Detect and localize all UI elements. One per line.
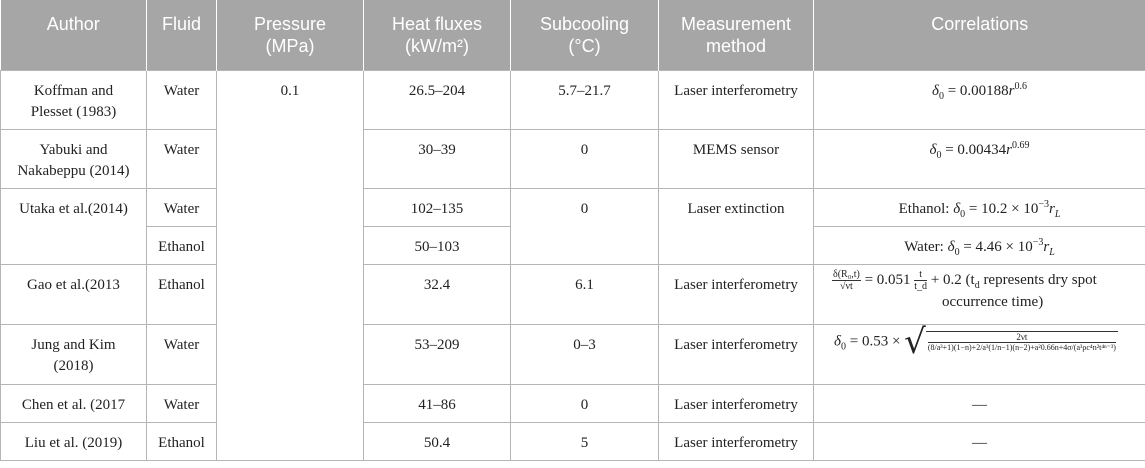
cell-heat-flux: 50.4 bbox=[364, 422, 511, 460]
cell-correlation: $\delta_0 = 0.00434r^{0.69}$ bbox=[814, 129, 1145, 188]
header-author: Author bbox=[1, 0, 147, 70]
cell-fluid: Ethanol bbox=[147, 226, 217, 264]
header-heat-fluxes: Heat fluxes (kW/m²) bbox=[364, 0, 511, 70]
cell-fluid: Water bbox=[147, 70, 217, 129]
cell-correlation: $\delta_0 = 0.00188r^{0.6}$ bbox=[814, 70, 1145, 129]
header-fluid: Fluid bbox=[147, 0, 217, 70]
cell-method: MEMS sensor bbox=[659, 129, 814, 188]
cell-author: Gao et al.(2013 bbox=[1, 264, 147, 324]
cell-correlation: — bbox=[814, 384, 1145, 422]
cell-heat-flux: 26.5–204 bbox=[364, 70, 511, 129]
cell-heat-flux: 30–39 bbox=[364, 129, 511, 188]
header-pressure: Pressure (MPa) bbox=[217, 0, 364, 70]
cell-heat-flux: 41–86 bbox=[364, 384, 511, 422]
cell-author: Utaka et al.(2014) bbox=[1, 188, 147, 264]
header-subcooling: Subcooling (°C) bbox=[511, 0, 659, 70]
cell-author: Koffman and Plesset (1983) bbox=[1, 70, 147, 129]
cell-fluid: Ethanol bbox=[147, 264, 217, 324]
cell-correlation: $\frac{\text{δ(R₀,t)}}{√\nu t}$ = 0.051 $\frac{t}{t\_d}$ + 0.2 ($t_d$ represents dry spot occurrence time) bbox=[814, 264, 1145, 324]
fraction: $\frac{\text{δ(R₀,t)}}{√\nu t}$ bbox=[833, 268, 860, 292]
cell-heat-flux: 102–135 bbox=[364, 188, 511, 226]
sqrt-expression: $\frac{2\nu t}{\text{(8/a³+1)(1−n)+2/a³(1/n−1)(n−2)+a²0.66n+4σ/(a³ρc⁴n²t⁴ⁿ⁻³)}}$ bbox=[927, 331, 1116, 352]
header-measurement-method: Measurement method bbox=[659, 0, 814, 70]
cell-method: Laser interferometry bbox=[659, 70, 814, 129]
table-row bbox=[1, 264, 1145, 324]
table-row bbox=[1, 324, 1145, 384]
cell-subcooling: 0 bbox=[511, 384, 659, 422]
cell-author: Yabuki and Nakabeppu (2014) bbox=[1, 129, 147, 188]
cell-author: Jung and Kim (2018) bbox=[1, 324, 147, 384]
cell-correlation: — bbox=[814, 422, 1145, 460]
header-row bbox=[1, 0, 1145, 70]
cell-method: Laser interferometry bbox=[659, 384, 814, 422]
cell-author: Chen et al. (2017 bbox=[1, 384, 147, 422]
cell-method: Laser interferometry bbox=[659, 264, 814, 324]
cell-subcooling: 0–3 bbox=[511, 324, 659, 384]
cell-correlation: Ethanol: $\delta_0 = 10.2 \times 10^{-3}r_L$ bbox=[814, 188, 1145, 226]
cell-heat-flux: 32.4 bbox=[364, 264, 511, 324]
cell-subcooling: 0 bbox=[511, 129, 659, 188]
cell-method: Laser interferometry bbox=[659, 324, 814, 384]
sqrt-sign: √ bbox=[904, 321, 926, 362]
cell-correlation: Water: $\delta_0 = 4.46 \times 10^{-3}r_L$ bbox=[814, 226, 1145, 264]
cell-method: Laser interferometry bbox=[659, 422, 814, 460]
cell-pressure: 0.1 bbox=[217, 70, 364, 460]
table-row bbox=[1, 188, 1145, 226]
table-row bbox=[1, 422, 1145, 460]
cell-author: Liu et al. (2019) bbox=[1, 422, 147, 460]
cell-heat-flux: 53–209 bbox=[364, 324, 511, 384]
table-row bbox=[1, 70, 1145, 129]
fraction: $\frac{t}{t\_d}$ bbox=[914, 268, 928, 292]
header-correlations: Correlations bbox=[814, 0, 1145, 70]
cell-method: Laser extinction bbox=[659, 188, 814, 264]
cell-fluid: Ethanol bbox=[147, 422, 217, 460]
table-row bbox=[1, 129, 1145, 188]
table-row bbox=[1, 384, 1145, 422]
cell-subcooling: 0 bbox=[511, 188, 659, 264]
cell-subcooling: 6.1 bbox=[511, 264, 659, 324]
cell-fluid: Water bbox=[147, 384, 217, 422]
cell-correlation: $\delta_0 = 0.53$ × √ $\frac{2\nu t}{\text{(8/a³+1)(1−n)+2/a³(1/n−1)(n−2)+a²0.66n+4σ/(a³ρc⁴n²t⁴ⁿ⁻³)}}$ bbox=[814, 324, 1145, 384]
cell-heat-flux: 50–103 bbox=[364, 226, 511, 264]
cell-subcooling: 5 bbox=[511, 422, 659, 460]
cell-fluid: Water bbox=[147, 324, 217, 384]
cell-fluid: Water bbox=[147, 188, 217, 226]
cell-fluid: Water bbox=[147, 129, 217, 188]
cell-subcooling: 5.7–21.7 bbox=[511, 70, 659, 129]
